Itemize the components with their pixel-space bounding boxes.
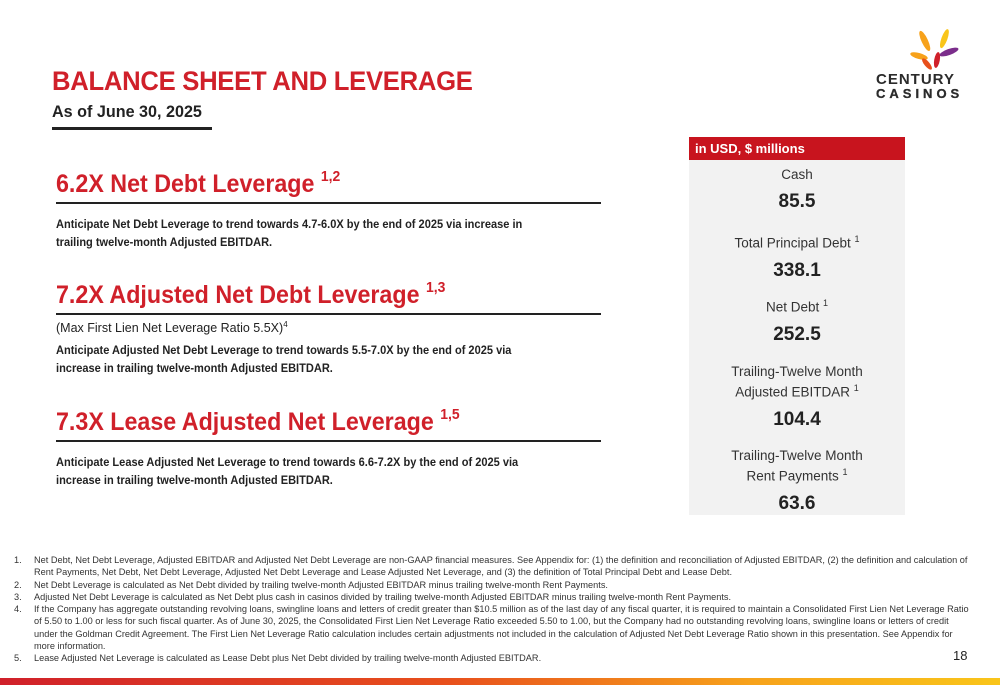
metric-label: Net Debt $^1$ — [765, 298, 829, 315]
page-number: 18 — [953, 648, 968, 663]
logo-text-century: CENTURY — [876, 71, 955, 88]
footnote: 4. If the Company has aggregate outstanding revolving loans, swingline loans and letters of credit greater than $10.5 million as of the last day of any fiscal quarter, it is required to maintain a Consolidated First Lien Net Leverage Ratio of 5.50 to 1.00 or less for such fiscal quarter. As of June 30, 2025, the Consolidated First Lien Net Leverage Ratio exceeded 5.50 to 1.00, but the Company had no outstanding revolving loans, swingline loans or letters of credit under the Goldman Credit Agreement. The First Lien Net Leverage Ratio calculation includes certain adjustments not included in the calculation of Adjusted Net Debt Leverage Ratio shown in this presentation. See Appendix for more information. — [14, 604, 969, 652]
adjusted-net-debt-leverage-section — [56, 281, 601, 377]
logo-text-casinos: CASINOS — [876, 86, 964, 101]
metric-label: Cash — [781, 167, 813, 182]
cash-metric — [689, 166, 905, 213]
metric-value: 85.5 — [778, 191, 816, 212]
panel-header: in USD, $ millions — [689, 137, 905, 160]
metric-label: Trailing-Twelve Month Rent Payments $^1$ — [731, 448, 863, 484]
subtitle-underline — [52, 127, 212, 130]
page-title: BALANCE SHEET AND LEVERAGE — [52, 66, 473, 96]
lease-adjusted-net-leverage-section — [56, 408, 601, 489]
balance-sheet-panel — [689, 137, 905, 515]
metric-label: Trailing-Twelve Month Adjusted EBITDAR $^1$ — [731, 364, 863, 400]
section-description: Anticipate Lease Adjusted Net Leverage to trend towards 6.6-7.2X by the end of 2025 via increase in trailing twelve-month Adjusted EBITDAR. — [56, 455, 519, 487]
total-principal-debt-metric — [689, 231, 905, 282]
footnotes — [14, 554, 974, 665]
bottom-accent-bar — [0, 678, 1000, 685]
section-divider — [56, 313, 601, 315]
section-title: 6.2X Net Debt Leverage $^{1,2}$ — [56, 168, 341, 198]
footnote: 1. Net Debt, Net Debt Leverage, Adjusted EBITDAR and Adjusted Net Debt Leverage are non-GAAP financial measures. See Appendix for: (1) the definition and reconciliation of Adjusted EBITDAR, (2) the definition and calculation of Rent Payments, Net Debt, Net Debt Leverage, Adjusted Net Debt Leverage and Lease Adjusted Net Leverage, and (3) the definition of Total Principal Debt and Lease Debt. — [14, 555, 968, 578]
section-title: 7.2X Adjusted Net Debt Leverage $^{1,3}$ — [56, 279, 446, 309]
metric-value: 252.5 — [773, 323, 821, 345]
footnote: 5. Lease Adjusted Net Leverage is calculated as Lease Debt plus Net Debt divided by trailing twelve-month Adjusted EBITDAR. — [14, 653, 542, 664]
century-casinos-logo — [862, 28, 972, 100]
rent-payments-metric — [689, 447, 905, 515]
footnote: 2. Net Debt Leverage is calculated as Net Debt divided by trailing twelve-month Adjusted EBITDAR minus trailing twelve-month Rent Payments. — [14, 579, 608, 590]
section-description: Anticipate Net Debt Leverage to trend towards 4.7-6.0X by the end of 2025 via increase in trailing twelve-month Adjusted EBITDAR. — [56, 217, 523, 249]
section-note: (Max First Lien Net Leverage Ratio 5.5X)$^4$ — [56, 320, 288, 336]
adjusted-ebitdar-metric — [689, 363, 905, 431]
section-title: 7.3X Lease Adjusted Net Leverage $^{1,5}$ — [56, 406, 460, 436]
page-subtitle: As of June 30, 2025 — [52, 102, 202, 121]
metric-value: 338.1 — [773, 259, 821, 281]
section-divider — [56, 440, 601, 442]
logo-mark-icon — [907, 28, 967, 74]
metric-label: Total Principal Debt $^1$ — [734, 234, 860, 251]
section-description: Anticipate Adjusted Net Debt Leverage to trend towards 5.5-7.0X by the end of 2025 via increase in trailing twelve-month Adjusted EBITDAR. — [56, 343, 512, 376]
footnote: 3. Adjusted Net Debt Leverage is calculated as Net Debt plus cash in casinos divided by trailing twelve-month Adjusted EBITDAR minus trailing twelve-month Rent Payments. — [14, 591, 732, 602]
metric-value: 104.4 — [773, 408, 821, 430]
net-debt-leverage-section — [56, 170, 601, 251]
net-debt-metric — [689, 295, 905, 346]
section-divider — [56, 202, 601, 204]
metric-value: 63.6 — [778, 492, 816, 514]
